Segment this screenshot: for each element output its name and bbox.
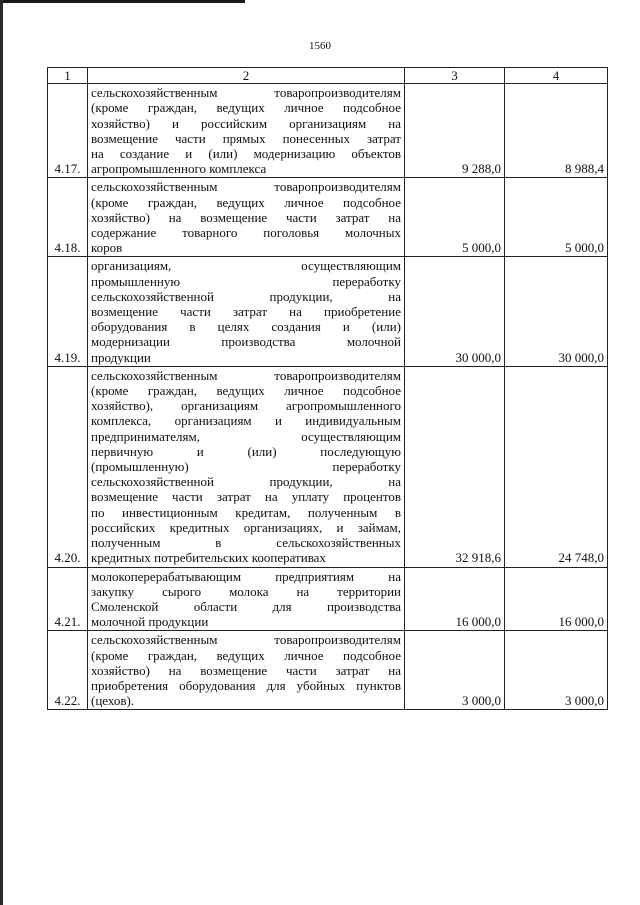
description-line: сельскохозяйственным товаропроизводителям xyxy=(91,85,401,101)
description-line: организациям, осуществляющим xyxy=(91,258,401,274)
top-edge-rule xyxy=(0,0,245,3)
description-line: российских кредитных организациях, и займам, xyxy=(91,519,401,535)
description-line: оборудования в целях создания и (или) xyxy=(91,319,401,335)
description-line: возмещение части затрат на уплату процентов xyxy=(91,489,401,505)
row-number: 4.18. xyxy=(48,178,88,257)
description-line: комплекса, организациям и индивидуальным xyxy=(91,413,401,429)
row-description xyxy=(88,84,405,178)
table-row xyxy=(48,178,608,257)
row-description xyxy=(88,567,405,631)
row-number: 4.21. xyxy=(48,567,88,631)
header-col-4: 4 xyxy=(505,68,608,84)
value-col-4: 30 000,0 xyxy=(505,257,608,366)
left-scan-edge xyxy=(0,0,3,905)
value-col-4: 8 988,4 xyxy=(505,84,608,178)
row-number: 4.17. xyxy=(48,84,88,178)
header-col-2: 2 xyxy=(88,68,405,84)
description-line: содержание товарного поголовья молочных xyxy=(91,225,401,241)
description-line: (кроме граждан, ведущих личное подсобное xyxy=(91,647,401,663)
row-description xyxy=(88,631,405,710)
row-number: 4.19. xyxy=(48,257,88,366)
description-line: сельскохозяйственным товаропроизводителям xyxy=(91,179,401,195)
description-line: сельскохозяйственным товаропроизводителям xyxy=(91,367,401,383)
description-line: предпринимателям, осуществляющим xyxy=(91,428,401,444)
budget-table xyxy=(47,67,608,710)
description-line: кредитных потребительских кооперативах xyxy=(91,550,326,566)
value-col-3: 3 000,0 xyxy=(405,631,505,710)
description-line: хозяйство), организациям агропромышленного xyxy=(91,398,401,414)
value-col-4: 16 000,0 xyxy=(505,567,608,631)
description-line: первичную и (или) последующую xyxy=(91,443,401,459)
table-row xyxy=(48,631,608,710)
description-line: агропромышленного комплекса xyxy=(91,161,267,177)
description-line: закупку сырого молока на территории xyxy=(91,583,401,599)
table-row xyxy=(48,257,608,366)
description-line: хозяйство) на возмещение части затрат на xyxy=(91,662,401,678)
description-line: (кроме граждан, ведущих личное подсобное xyxy=(91,100,401,116)
description-line: сельскохозяйственным товаропроизводителям xyxy=(91,632,401,648)
row-description xyxy=(88,178,405,257)
description-line: молочной продукции xyxy=(91,614,209,630)
value-col-3: 16 000,0 xyxy=(405,567,505,631)
description-line: на создание и (или) модернизацию объектов xyxy=(91,146,401,162)
description-line: сельскохозяйственной продукции, на xyxy=(91,474,401,490)
description-line: возмещение части затрат на приобретение xyxy=(91,304,401,320)
description-line: коров xyxy=(91,240,123,256)
value-col-3: 5 000,0 xyxy=(405,178,505,257)
table-row xyxy=(48,84,608,178)
value-col-4: 5 000,0 xyxy=(505,178,608,257)
description-line: сельскохозяйственной продукции, на xyxy=(91,288,401,304)
description-line: промышленную переработку xyxy=(91,273,401,289)
description-line: Смоленской области для производства xyxy=(91,598,401,614)
value-col-3: 32 918,6 xyxy=(405,366,505,567)
table-header-row xyxy=(48,68,608,84)
header-col-3: 3 xyxy=(405,68,505,84)
row-description xyxy=(88,257,405,366)
description-line: полученным в сельскохозяйственных xyxy=(91,535,401,551)
page-number: 1560 xyxy=(309,40,331,52)
description-line: (кроме граждан, ведущих личное подсобное xyxy=(91,383,401,399)
description-line: продукции xyxy=(91,349,151,365)
row-number: 4.22. xyxy=(48,631,88,710)
table-row xyxy=(48,366,608,567)
value-col-4: 3 000,0 xyxy=(505,631,608,710)
description-line: (кроме граждан, ведущих личное подсобное xyxy=(91,194,401,210)
description-line: по инвестиционным кредитам, полученным в xyxy=(91,504,401,520)
description-line: молокоперерабатывающим предприятиям на xyxy=(91,568,401,584)
row-description xyxy=(88,366,405,567)
value-col-3: 30 000,0 xyxy=(405,257,505,366)
description-line: модернизации производства молочной xyxy=(91,334,401,350)
description-line: хозяйство) на возмещение части затрат на xyxy=(91,209,401,225)
header-col-1: 1 xyxy=(48,68,88,84)
row-number: 4.20. xyxy=(48,366,88,567)
description-line: возмещение части прямых понесенных затрат xyxy=(91,130,401,146)
description-line: приобретения оборудования для убойных пунктов xyxy=(91,677,401,693)
value-col-4: 24 748,0 xyxy=(505,366,608,567)
table-body xyxy=(48,84,608,710)
value-col-3: 9 288,0 xyxy=(405,84,505,178)
description-line: (промышленную) переработку xyxy=(91,459,401,475)
table-row xyxy=(48,567,608,631)
description-line: хозяйство) и российским организациям на xyxy=(91,115,401,131)
description-line: (цехов). xyxy=(91,693,135,709)
